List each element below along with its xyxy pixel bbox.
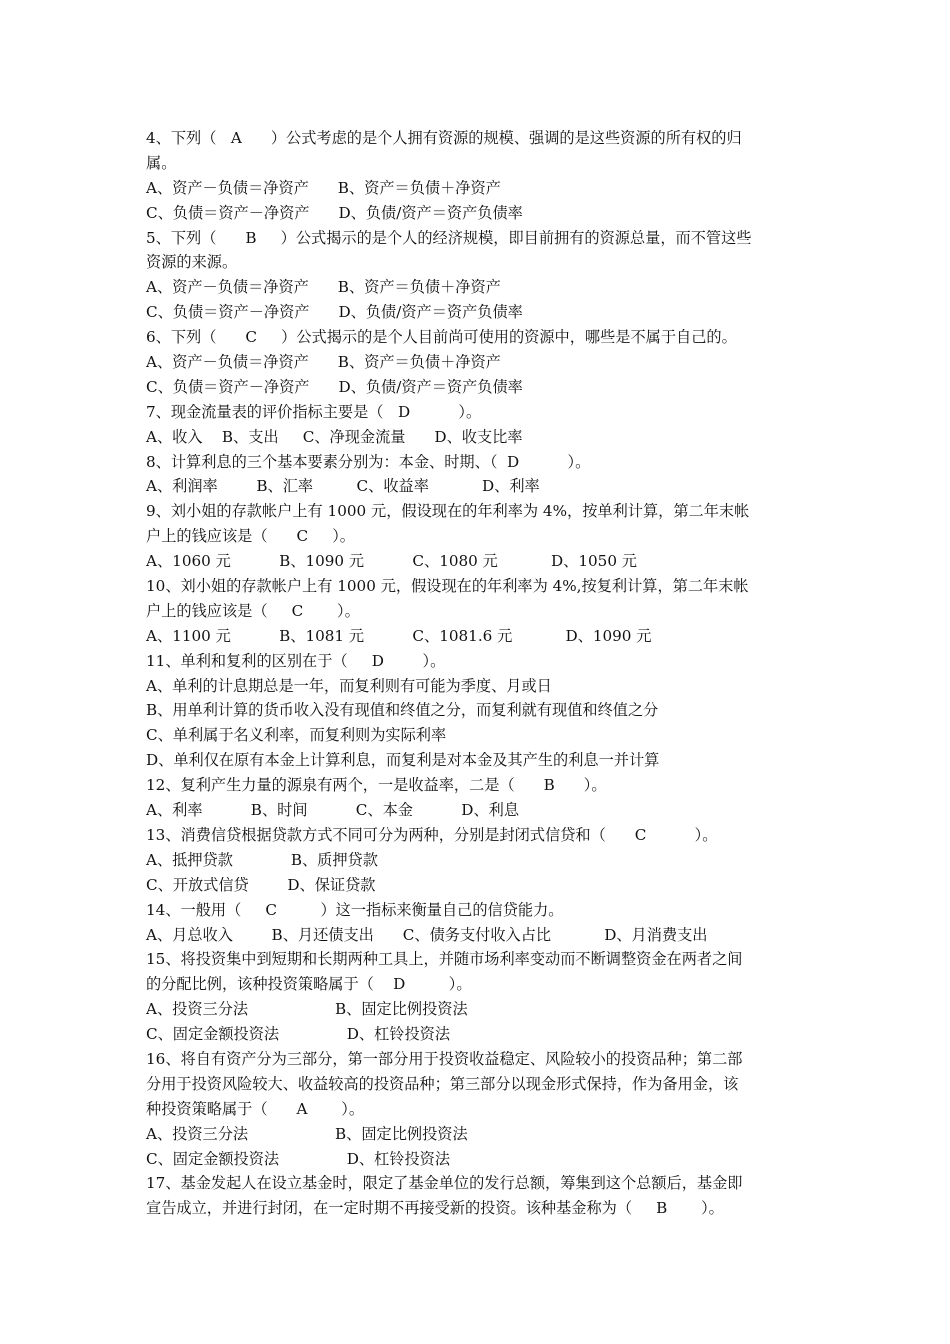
text-line: A、利率 B、时间 C、本金 D、利息 [146, 801, 520, 820]
text-line: 6、下列（ C ）公式揭示的是个人目前尚可使用的资源中，哪些是不属于自己的。 [146, 328, 737, 347]
text-line: 户上的钱应该是（ C ）。 [146, 527, 355, 546]
text-line: A、抵押贷款 B、质押贷款 [146, 850, 378, 869]
text-line: C、单利属于名义利率，而复利则为实际利率 [146, 726, 447, 745]
text-line: A、1060 元 B、1090 元 C、1080 元 D、1050 元 [146, 552, 637, 571]
text-line: 7、现金流量表的评价指标主要是（ D ）。 [146, 402, 482, 421]
text-line: 5、下列（ B ）公式揭示的是个人的经济规模，即目前拥有的资源总量，而不管这些 [146, 228, 752, 247]
text-line: 17、基金发起人在设立基金时，限定了基金单位的发行总额，筹集到这个总额后，基金即 [146, 1174, 743, 1193]
text-line: 属。 [146, 153, 177, 172]
text-line: 12、复利产生力量的源泉有两个，一是收益率，二是（ B ）。 [146, 776, 607, 795]
text-line: 9、刘小姐的存款帐户上有 1000 元，假设现在的年利率为 4%，按单利计算，第二年末帐 [146, 502, 750, 521]
text-line: C、负债＝资产－净资产 D、负债/资产＝资产负债率 [146, 303, 523, 322]
text-line: 分用于投资风险较大、收益较高的投资品种；第三部分以现金形式保持，作为备用金，该 [146, 1074, 739, 1093]
text-line: A、利润率 B、汇率 C、收益率 D、利率 [146, 477, 540, 496]
text-line: 13、消费信贷根据贷款方式不同可分为两种，分别是封闭式信贷和（ C ）。 [146, 825, 718, 844]
text-line: 宣告成立，并进行封闭，在一定时期不再接受新的投资。该种基金称为（ B ）。 [146, 1199, 724, 1218]
text-line: 14、一般用（ C ）这一指标来衡量自己的信贷能力。 [146, 900, 564, 919]
text-line: C、开放式信贷 D、保证贷款 [146, 875, 376, 894]
document-body [146, 126, 816, 1221]
text-line: A、投资三分法 B、固定比例投资法 [146, 1124, 468, 1143]
text-line: 10、刘小姐的存款帐户上有 1000 元，假设现在的年利率为 4%,按复利计算，第二年末帐 [146, 577, 749, 596]
text-line: A、月总收入 B、月还债支出 C、债务支付收入占比 D、月消费支出 [146, 925, 708, 944]
text-line: A、单利的计息期总是一年，而复利则有可能为季度、月或日 [146, 676, 552, 695]
text-line: C、固定金额投资法 D、杠铃投资法 [146, 1149, 451, 1168]
text-line: A、收入 B、支出 C、净现金流量 D、收支比率 [146, 427, 523, 446]
text-line: A、资产－负债＝净资产 B、资产＝负债＋净资产 [146, 178, 501, 197]
text-line: 的分配比例，该种投资策略属于（ D ）。 [146, 975, 472, 994]
text-line: 户上的钱应该是（ C ）。 [146, 601, 360, 620]
text-line: 8、计算利息的三个基本要素分别为：本金、时期、（ D ）。 [146, 452, 591, 471]
text-line: C、固定金额投资法 D、杠铃投资法 [146, 1025, 451, 1044]
text-line: 资源的来源。 [146, 253, 238, 272]
text-line: 15、将投资集中到短期和长期两种工具上，并随市场利率变动而不断调整资金在两者之间 [146, 950, 743, 969]
text-line: A、1100 元 B、1081 元 C、1081.6 元 D、1090 元 [146, 626, 652, 645]
text-line: A、资产－负债＝净资产 B、资产＝负债＋净资产 [146, 278, 501, 297]
text-line: D、单利仅在原有本金上计算利息，而复利是对本金及其产生的利息一并计算 [146, 751, 660, 770]
text-line: A、资产－负债＝净资产 B、资产＝负债＋净资产 [146, 353, 501, 372]
text-line: 11、单利和复利的区别在于（ D ）。 [146, 651, 446, 670]
text-line: A、投资三分法 B、固定比例投资法 [146, 1000, 468, 1019]
text-line: 4、下列（ A ）公式考虑的是个人拥有资源的规模、强调的是这些资源的所有权的归 [146, 129, 742, 147]
text-line: B、用单利计算的货币收入没有现值和终值之分，而复利就有现值和终值之分 [146, 701, 659, 720]
text-line: 16、将自有资产分为三部分，第一部分用于投资收益稳定、风险较小的投资品种；第二部 [146, 1049, 743, 1068]
text-line: C、负债＝资产－净资产 D、负债/资产＝资产负债率 [146, 377, 523, 396]
text-line: C、负债＝资产－净资产 D、负债/资产＝资产负债率 [146, 203, 523, 222]
text-line: 种投资策略属于（ A ）。 [146, 1099, 365, 1118]
